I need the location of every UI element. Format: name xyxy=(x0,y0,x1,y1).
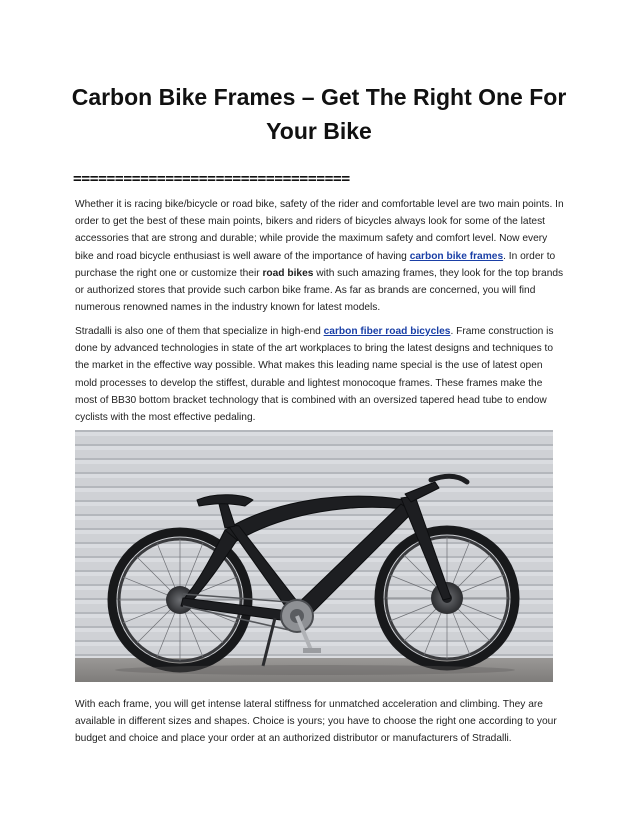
document-title: Carbon Bike Frames – Get The Right One For Your Bike xyxy=(71,84,567,144)
carbon-bike-frames-link[interactable]: carbon bike frames xyxy=(409,250,504,262)
paragraph-stradalli xyxy=(75,323,565,426)
paragraph-stradalli-text-1: Stradalli is also one of them that specialize in high-end xyxy=(75,326,324,337)
paragraph-intro-text-3: with such amazing frames, they look for the top brands or authorized stores that provide such carbon bike frame. As far as brands are concerned, you will find numerous renowned names in the industry known for latest models. xyxy=(75,267,564,314)
paragraph-intro-text-1: Whether it is racing bike/bicycle or road bike, safety of the rider and comfortable level are two main points. In order to get the best of these main points, bikers and riders of bicycles always look for some of the latest accessories that are strong and durable; while provide the maximum safety and comfort level. Now every bike and road bicycle enthusiast is well aware of the importance of having xyxy=(75,199,564,262)
carbon-fiber-road-bicycles-link[interactable]: carbon fiber road bicycles xyxy=(323,326,451,337)
paragraph-stradalli-text-2: . Frame construction is done by advanced technologies in state of the art workplaces to bring the latest designs and techniques to the market in the effective way possible. What makes this leading name special is the use of latest open mold processes to develop the stiffest, durable and lightest monocoque frames. These frames make the most of BB30 bottom bracket technology that is combined with an oversized tapered head tube to endow cyclists with the most effective pedaling. xyxy=(75,326,554,424)
paragraph-intro xyxy=(75,196,565,316)
paragraph-intro-text-2: . In order to purchase the right one or customize their xyxy=(75,250,556,279)
road-bikes-bold: road bikes xyxy=(262,267,314,279)
paragraph-closing: With each frame, you will get intense lateral stiffness for unmatched acceleration and climbing. They are available in different sizes and shapes. Choice is yours; you have to choose the right one according to your budget and choice and place your order at an authorized distributor or manufacturers of Stradalli. xyxy=(75,699,557,745)
separator-rule: ================================= xyxy=(73,170,350,187)
carbon-bicycle-photo xyxy=(75,430,553,682)
